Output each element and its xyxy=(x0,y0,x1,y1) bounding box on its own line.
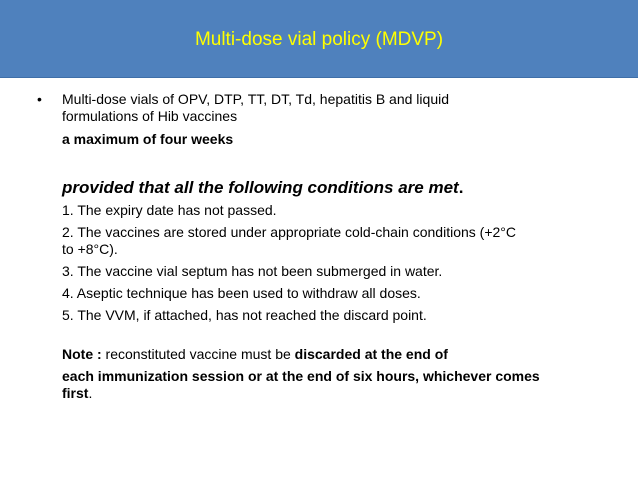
condition-2-cont: to +8°C). xyxy=(62,241,118,257)
intro-line-1: Multi-dose vials of OPV, DTP, TT, DT, Td, hepatitis B and liquid xyxy=(62,91,449,107)
conditions-intro-line xyxy=(62,178,463,198)
slide-title: Multi-dose vial policy (MDVP) xyxy=(194,29,444,50)
conditions-intro-period: . xyxy=(458,178,464,197)
note-label: Note : xyxy=(62,346,102,362)
note-line-1 xyxy=(62,346,448,363)
condition-4: 4. Aseptic technique has been used to withdraw all doses. xyxy=(62,285,421,301)
condition-2: 2. The vaccines are stored under appropriate cold-chain conditions (+2°C xyxy=(62,224,516,240)
intro-line-2: formulations of Hib vaccines xyxy=(62,108,238,124)
condition-5: 5. The VVM, if attached, has not reached the discard point. xyxy=(62,307,427,323)
note-line-3-text: first xyxy=(62,385,89,401)
note-line-3-period: . xyxy=(88,385,93,401)
note-line-3 xyxy=(62,385,92,402)
condition-3: 3. The vaccine vial septum has not been submerged in water. xyxy=(62,263,443,279)
note-bold-text: discarded at the end of xyxy=(294,346,448,362)
note-text: reconstituted vaccine must be xyxy=(101,346,295,362)
note-line-2: each immunization session or at the end of six hours, whichever comes xyxy=(62,368,540,384)
condition-1: 1. The expiry date has not passed. xyxy=(62,202,277,218)
bullet-icon: • xyxy=(37,91,42,107)
max-period: a maximum of four weeks xyxy=(62,131,234,147)
conditions-intro: provided that all the following conditions are met xyxy=(62,178,459,197)
